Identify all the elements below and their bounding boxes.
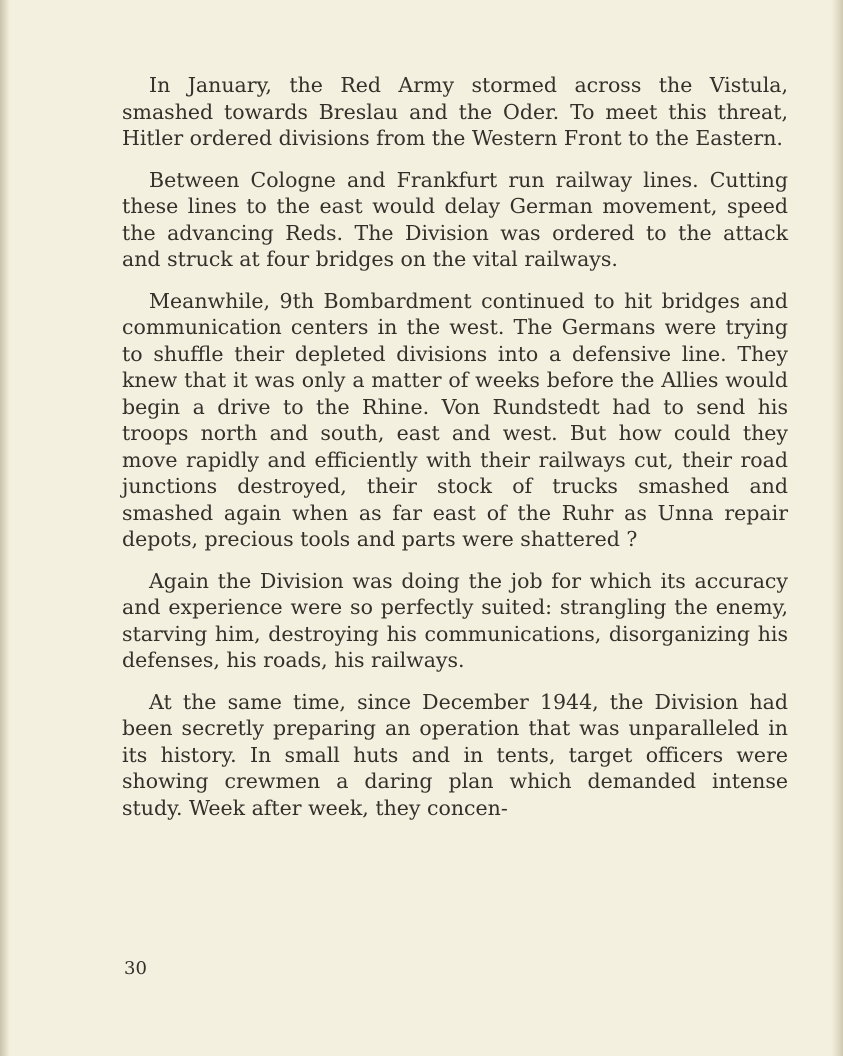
paragraph-5: At the same time, since December 1944, the Division had been secretly preparing an operation that was unparalleled in its history. In small huts and in tents, target officers were showing crewmen a daring plan which demanded intense study. Week after week, they concen- bbox=[122, 689, 788, 820]
paragraph-1: In January, the Red Army stormed across the Vistula, smashed towards Breslau and the Oder. To meet this threat, Hitler ordered divisions from the Western Front to the Eastern. bbox=[122, 73, 788, 150]
paragraph-3: Meanwhile, 9th Bombardment continued to hit bridges and communication centers in the west. The Germans were trying to shuffle their depleted divisions into a defensive line. They knew that it was only a matter of weeks before the Allies would begin a drive to the Rhine. Von Rundstedt had to send his troops north and south, east and west. But how could they move rapidly and efficiently with their railways cut, their road junctions destroyed, their stock of trucks smashed and smashed again when as far east of the Ruhr as Unna repair depots, precious tools and parts were shattered ? bbox=[122, 288, 788, 551]
book-spine bbox=[0, 0, 10, 1056]
page-edge bbox=[831, 0, 843, 1056]
page-number: 30 bbox=[124, 958, 147, 979]
paragraph-4: Again the Division was doing the job for which its accuracy and experience were so perfectly suited: strangling the enemy, starving him, destroying his communications, disorganizing his defenses, his roads, his railways. bbox=[122, 568, 788, 672]
paragraph-2: Between Cologne and Frankfurt run railway lines. Cutting these lines to the east would delay German movement, speed the advancing Reds. The Division was ordered to the attack and struck at four bridges on the vital railways. bbox=[122, 167, 788, 271]
body-text bbox=[122, 72, 788, 836]
